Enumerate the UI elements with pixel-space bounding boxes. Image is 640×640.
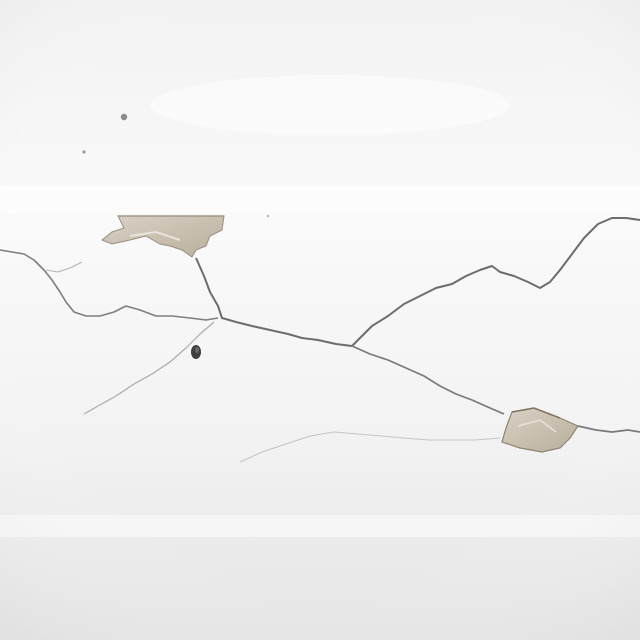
speck-3 <box>267 215 269 217</box>
small-hole <box>191 345 201 359</box>
speck-2 <box>82 150 85 153</box>
speck-1 <box>121 114 127 120</box>
